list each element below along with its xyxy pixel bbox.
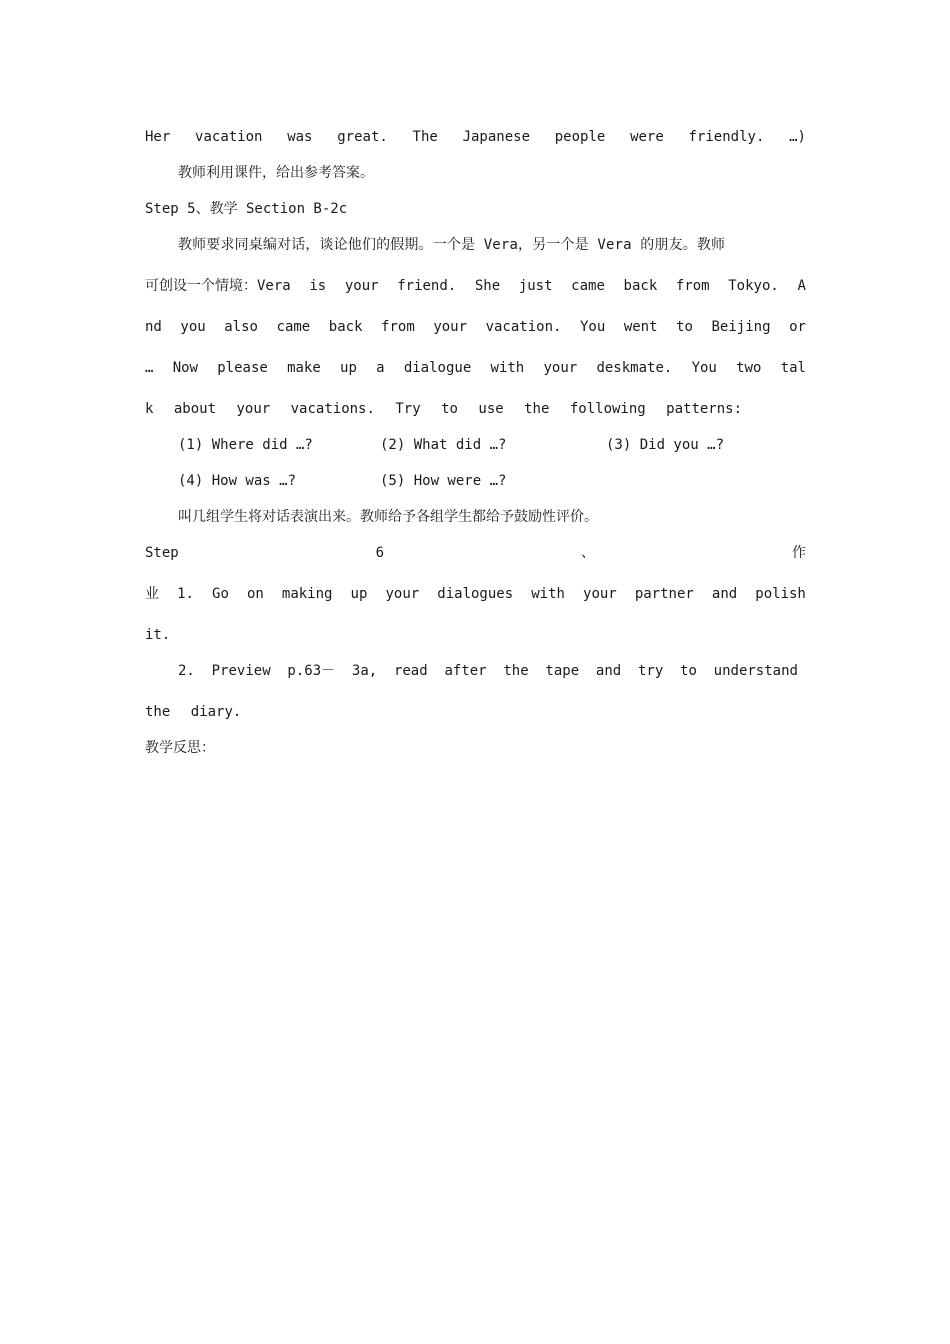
word: after bbox=[444, 663, 487, 679]
word: Go bbox=[212, 586, 229, 602]
word: went bbox=[623, 319, 658, 335]
word: you bbox=[180, 319, 206, 335]
word: diary. bbox=[190, 704, 242, 720]
word: and bbox=[711, 586, 738, 602]
word: was bbox=[287, 129, 313, 145]
word: partner bbox=[634, 586, 694, 602]
pattern-1: (1) Where did …? bbox=[178, 437, 313, 453]
word: your bbox=[236, 401, 271, 417]
word: make bbox=[287, 360, 321, 376]
word: with bbox=[531, 586, 565, 602]
word: to bbox=[676, 319, 693, 335]
word: friendly. bbox=[688, 129, 765, 145]
line-teacher-courseware: 教师利用课件，给出参考答案。 bbox=[178, 165, 374, 181]
word: came bbox=[276, 319, 311, 335]
word: up bbox=[340, 360, 357, 376]
word: She bbox=[474, 278, 501, 294]
word: following bbox=[569, 401, 646, 417]
step-5-heading: Step 5、教学 Section B-2c bbox=[145, 201, 348, 217]
line-you-also-came-back bbox=[145, 317, 806, 337]
word: please bbox=[217, 360, 268, 376]
word: patterns: bbox=[666, 401, 743, 417]
word: your bbox=[344, 278, 379, 294]
pattern-5: (5) How were …? bbox=[380, 473, 507, 489]
word: vacations. bbox=[290, 401, 375, 417]
word: Step bbox=[145, 545, 179, 561]
word: Japanese bbox=[462, 129, 531, 145]
word: making bbox=[281, 586, 333, 602]
word: polish bbox=[755, 586, 806, 602]
word: tape bbox=[545, 663, 580, 679]
word: Preview bbox=[211, 663, 271, 679]
word: 3a, bbox=[351, 663, 378, 679]
word: Her bbox=[145, 129, 171, 145]
word: Tokyo. bbox=[728, 278, 779, 294]
word: 、 bbox=[581, 545, 596, 561]
word: with bbox=[490, 360, 525, 376]
line-about-vacations bbox=[145, 399, 806, 419]
word: two bbox=[736, 360, 762, 376]
word: and bbox=[595, 663, 622, 679]
word: You bbox=[691, 360, 717, 376]
word: on bbox=[246, 586, 264, 602]
word: vacation. bbox=[485, 319, 562, 335]
word: from bbox=[675, 278, 710, 294]
word: use bbox=[478, 401, 504, 417]
line-her-vacation bbox=[145, 127, 806, 147]
word: a bbox=[376, 360, 385, 376]
word: your bbox=[385, 586, 420, 602]
word: were bbox=[630, 129, 664, 145]
word: up bbox=[350, 586, 368, 602]
line-perform-dialogue: 叫几组学生将对话表演出来。教师给予各组学生都给予鼓励性评价。 bbox=[178, 509, 598, 525]
word: from bbox=[381, 319, 415, 335]
word: … bbox=[145, 360, 154, 376]
word: 业 bbox=[145, 586, 159, 602]
word: 1. bbox=[177, 586, 194, 602]
line-the-diary bbox=[145, 702, 806, 722]
word: or bbox=[789, 319, 806, 335]
word: your bbox=[583, 586, 617, 602]
word: dialogues bbox=[437, 586, 514, 602]
word: about bbox=[173, 401, 217, 417]
pattern-3: (3) Did you …? bbox=[606, 437, 725, 453]
word: 6 bbox=[375, 545, 385, 561]
word: to bbox=[441, 401, 458, 417]
word: 作 bbox=[791, 545, 806, 561]
line-polish-it: it. bbox=[145, 627, 171, 643]
word: understand bbox=[713, 663, 798, 679]
word: to bbox=[680, 663, 697, 679]
word: your bbox=[433, 319, 468, 335]
word: back bbox=[623, 278, 658, 294]
word: the bbox=[145, 704, 171, 720]
line-situation-vera bbox=[145, 276, 806, 296]
step-6-heading bbox=[145, 543, 806, 563]
word: A bbox=[797, 278, 806, 294]
word: Beijing bbox=[711, 319, 771, 335]
pattern-4: (4) How was …? bbox=[178, 473, 297, 489]
word: also bbox=[224, 319, 258, 335]
word: people bbox=[554, 129, 606, 145]
line-homework-1 bbox=[145, 584, 806, 604]
word: read bbox=[393, 663, 428, 679]
word: the bbox=[524, 401, 550, 417]
word: just bbox=[518, 278, 553, 294]
word: The bbox=[412, 129, 438, 145]
word: k bbox=[145, 401, 154, 417]
word: vacation bbox=[195, 129, 263, 145]
word: tal bbox=[780, 360, 806, 376]
word: deskmate. bbox=[596, 360, 673, 376]
word: try bbox=[637, 663, 664, 679]
word: back bbox=[328, 319, 363, 335]
pattern-2: (2) What did …? bbox=[380, 437, 507, 453]
word: friend. bbox=[397, 278, 457, 294]
word: dialogue bbox=[403, 360, 472, 376]
word: You bbox=[579, 319, 606, 335]
word: …) bbox=[789, 129, 806, 145]
line-homework-2 bbox=[178, 661, 798, 681]
word: great. bbox=[337, 129, 388, 145]
line-teacher-pair-dialogue: 教师要求同桌编对话，谈论他们的假期。一个是 Vera，另一个是 Vera 的朋友。教师 bbox=[178, 237, 726, 253]
word: 可创设一个情境：Vera bbox=[145, 278, 291, 294]
word: Now bbox=[172, 360, 198, 376]
word: the bbox=[503, 663, 529, 679]
word: your bbox=[543, 360, 578, 376]
word: Try bbox=[395, 401, 421, 417]
word: came bbox=[571, 278, 605, 294]
word: nd bbox=[145, 319, 162, 335]
reflection-heading: 教学反思： bbox=[145, 740, 215, 756]
word: is bbox=[309, 278, 327, 294]
line-make-dialogue bbox=[145, 358, 806, 378]
word: 2. bbox=[178, 663, 195, 679]
word: p.63－ bbox=[287, 663, 336, 679]
